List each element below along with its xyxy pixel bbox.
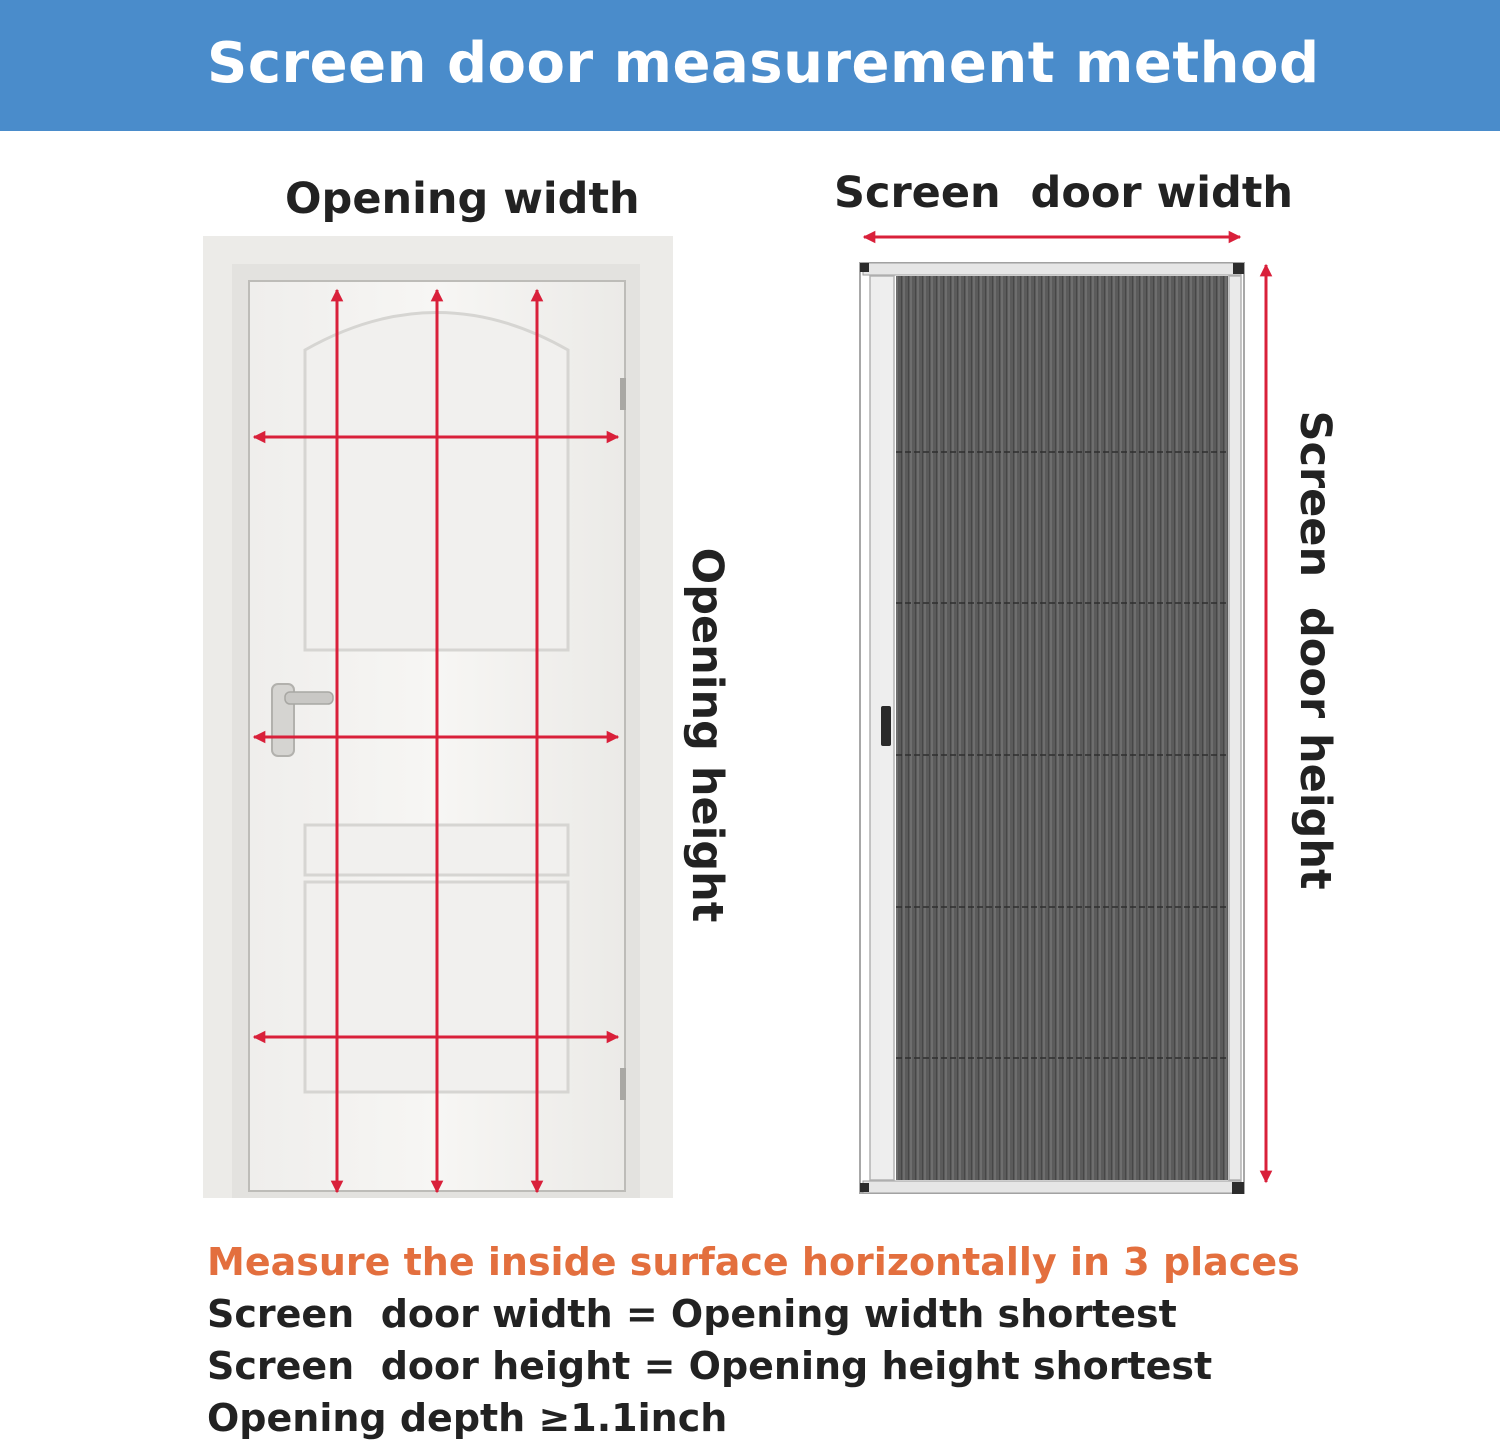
- measurement-notes: [207, 1236, 1407, 1444]
- corner-cap: [1233, 263, 1244, 274]
- note-screen-height: Screen door height = Opening height shortest: [207, 1344, 1213, 1388]
- note-screen-width: Screen door width = Opening width shortest: [207, 1292, 1177, 1336]
- screen-bottom-rail: [863, 1181, 1241, 1193]
- screen-top-rail: [863, 263, 1241, 275]
- corner-cap: [860, 1183, 869, 1192]
- hinge-bottom: [620, 1068, 626, 1100]
- screen-door-illustration: [860, 263, 1244, 1194]
- pleated-mesh: [896, 276, 1228, 1180]
- screen-side-track: [1229, 276, 1241, 1180]
- screen-door-height-label: Screen door height: [1290, 410, 1340, 890]
- page-title: Screen door measurement method: [207, 31, 1320, 96]
- screen-handle: [881, 706, 891, 746]
- corner-cap: [860, 263, 869, 272]
- screen-door-width-label: Screen door width: [834, 168, 1293, 218]
- note-opening-depth: Opening depth ≥1.1inch: [207, 1396, 728, 1440]
- notes-heading: Measure the inside surface horizontally in 3 places: [207, 1240, 1300, 1284]
- corner-cap: [1232, 1182, 1244, 1194]
- opening-height-label: Opening height: [682, 547, 732, 923]
- door-handle-lever: [285, 692, 333, 704]
- hinge-top: [620, 378, 626, 410]
- opening-width-label: Opening width: [285, 174, 640, 224]
